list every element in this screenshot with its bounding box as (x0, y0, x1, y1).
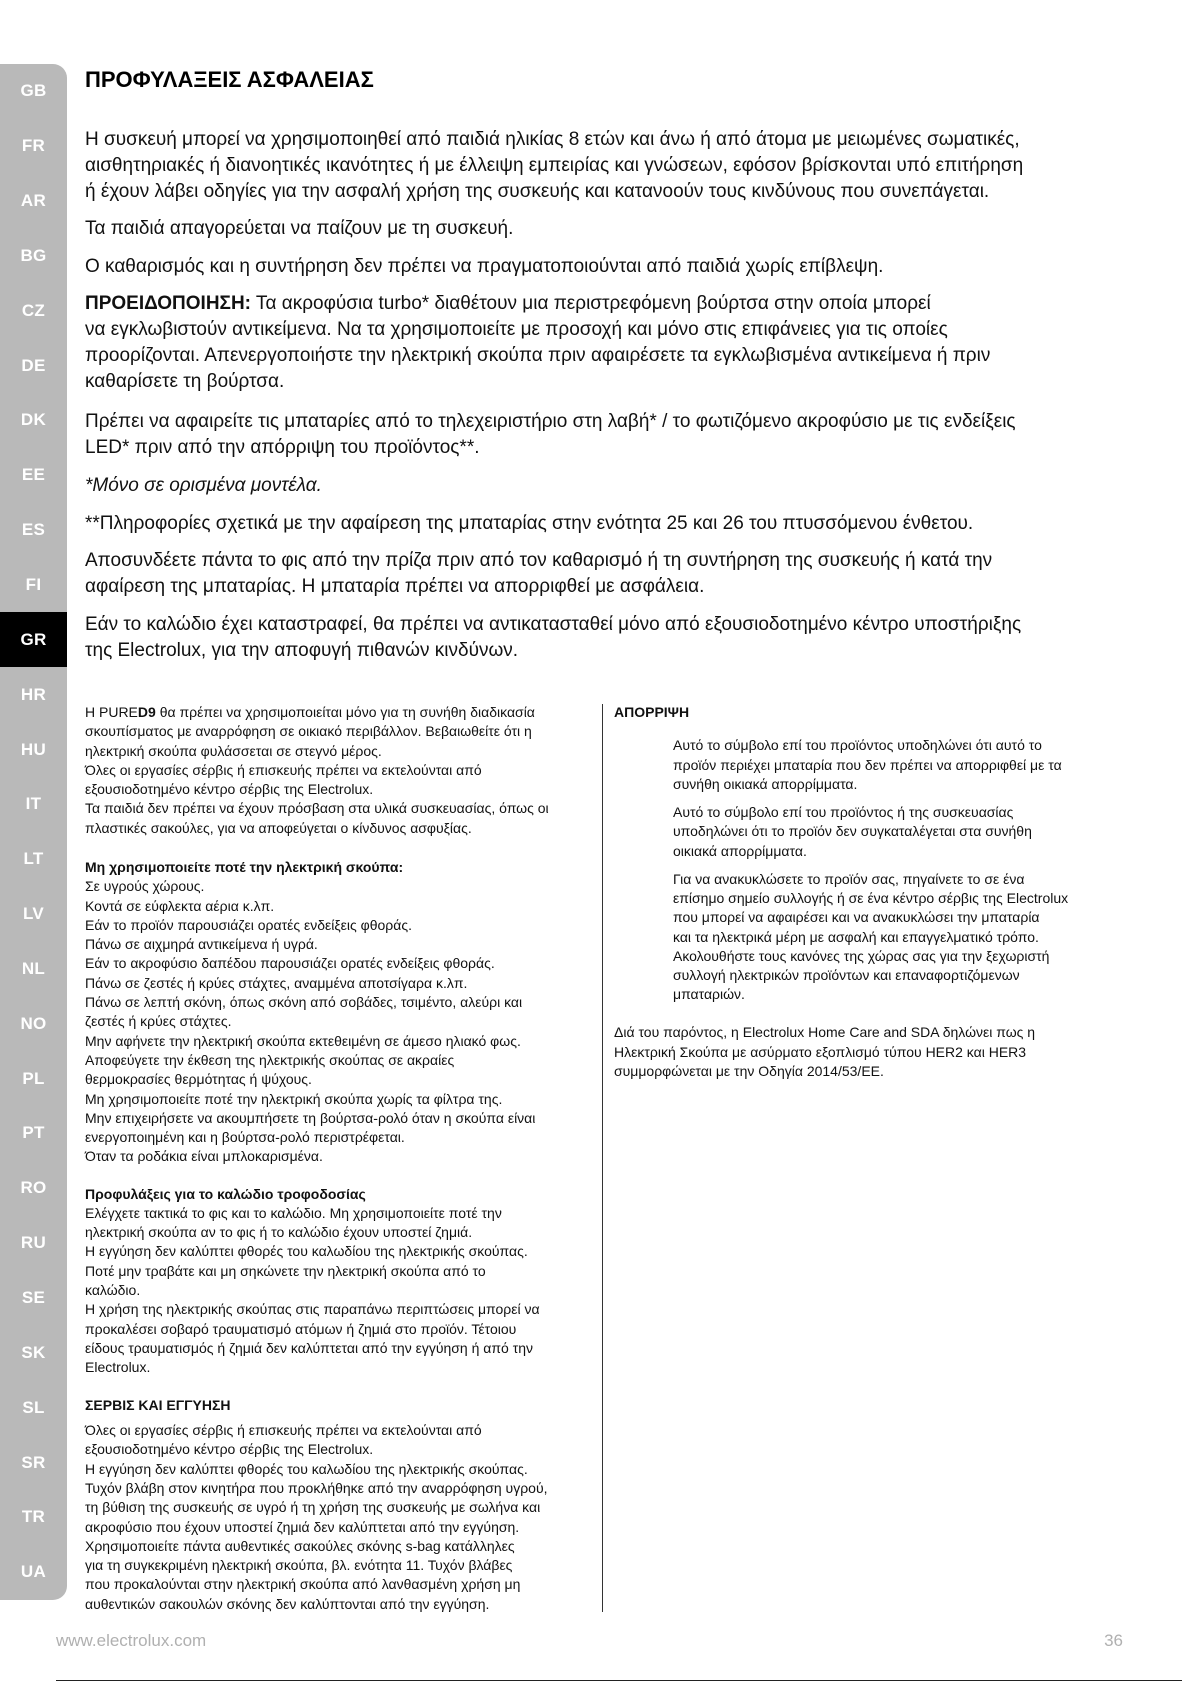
intro-lead: Η PURE (85, 704, 138, 720)
language-tab-nl: NL (21, 958, 46, 978)
language-tab-gr: GR (0, 612, 67, 667)
language-tab-se: SE (21, 1287, 46, 1307)
service-warranty-text: Όλες οι εργασίες σέρβις ή επισκευής πρέπει να εκτελούνται από εξουσιοδοτημένο κέντρο σέρβις της Electrolux. Η εγγύηση δεν καλύπτει φθορές του καλωδίου της ηλεκτρικής σκούπας. Τυχόν βλάβη στον κινητήρα που προκλήθηκε από την αναρρόφηση υγρού, τη βύθιση της συσκευής σε υγρό ή τη χρήση της συσκευής με σωλήνα και ακροφύσιο που έχουν υποστεί ζημιά δεν καλύπτεται από την εγγύηση. Χρησιμοποιείτε πάντα αυθεντικές σακούλες σκόνης s-bag κατάλληλες για τη συγκεκριμένη ηλεκτρική σκούπα, βλ. ενότητα 11. Τυχόν βλάβες που προκαλούνται στην ηλεκτρική σκούπα από λανθασμένη χρήση μη αυθεντικών σακουλών σκόνης δεν καλύπτονται από την εγγύηση. (85, 1422, 548, 1612)
website-url: www.electrolux.com (56, 1631, 207, 1650)
unsafe-use-list: Σε υγρούς χώρους. Κοντά σε εύφλεκτα αέρια κ.λπ. Εάν το προϊόν παρουσιάζει ορατές ενδείξεις φθοράς. Πάνω σε αιχμηρά αντικείμενα ή υγρά. Εάν το ακροφύσιο δαπέδου παρουσιάζει ορατές ενδείξεις φθοράς. Πάνω σε ζεστές ή κρύες στάχτες, αναμμένα αποτσίγαρα κ.λπ. Πάνω σε λεπτή σκόνη, όπως σκόνη από σοβάδες, τσιμέντο, αλεύρι και ζεστές ή κρύες στάχτες. Μην αφήνετε την ηλεκτρική σκούπα εκτεθειμένη σε άμεσο ηλιακό φως. Αποφεύγετε την έκθεση της ηλεκτρικής σκούπας σε ακραίες θερμοκρασίες θερμότητας ή ψύχους. Μη χρησιμοποιείτε ποτέ την ηλεκτρική σκούπα χωρίς τα φίλτρα της. Μην επιχειρήσετε να ακουμπήσετε τη βούρτσα-ρολό όταν η σκούπα είναι ενεργοποιημένη και η βούρτσα-ρολό περιστρέφεται. Όταν τα ροδάκια είναι μπλοκαρισμένα. (85, 878, 536, 1165)
language-tab-ee: EE (21, 465, 46, 485)
language-sidebar (0, 64, 67, 1600)
battery-symbol-text: Αυτό το σύμβολο επί του προϊόντος υποδηλώνει ότι αυτό το προϊόν περιέχει μπαταρία που δεν πρέπει να απορριφθεί με τα συνήθη οικιακά απορρίμματα. (673, 737, 1062, 792)
unsafe-use-heading: Μη χρησιμοποιείτε ποτέ την ηλεκτρική σκούπα: (85, 859, 404, 875)
safety-paragraph-damaged-cable: Εάν το καλώδιο έχει καταστραφεί, θα πρέπει να αντικατασταθεί μόνο από εξουσιοδοτημένο κέντρο υποστήριξης της Electrolux, για την αποφυγή πιθανών κινδύνων. (85, 613, 1022, 661)
language-tab-sl: SL (22, 1397, 45, 1417)
language-tab-ar: AR (20, 191, 47, 211)
warning-text: Τα ακροφύσια turbo* διαθέτουν μια περιστρεφόμενη βούρτσα στην οποία μπορεί να εγκλωβιστούν αντικείμενα. Να τα χρησιμοποιείτε με προσοχή και μόνο στις επιφάνειες για τις οποίες προορίζονται. Απενεργοποιήστε την ηλεκτρική σκούπα πριν αφαιρέσετε τα εγκλωβισμένα αντικείμενα ή πριν καθαρίσετε τη βούρτσα. (85, 293, 991, 392)
warning-paragraph (85, 291, 990, 395)
safety-paragraph-batteries: Πρέπει να αφαιρείτε τις μπαταρίες από το τηλεχειριστήριο στη λαβή* / το φωτιζόμενο ακροφύσιο με τις ενδείξεις LED* πριν από την απόρριψη του προϊόντος**. (85, 410, 1016, 458)
language-tab-tr: TR (21, 1507, 46, 1527)
safety-paragraph-supervision: Η συσκευή μπορεί να χρησιμοποιηθεί από παιδιά ηλικίας 8 ετών και άνω ή από άτομα με μειωμένες σωματικές, αισθητηριακές ή διανοητικές ικανότητες ή με έλλειψη εμπειρίας και γνώσεων, εφόσον βρίσκονται υπό επιτήρηση ή έχουν λάβει οδηγίες για την ασφαλή χρήση της συσκευής και κατανοούν τους κινδύνους που συνεπάγεται. (85, 129, 1024, 202)
safety-paragraph-cleaning: Ο καθαρισμός και η συντήρηση δεν πρέπει να πραγματοποιούνται από παιδιά χωρίς επίβλεψη. (85, 256, 884, 277)
footer-rule (56, 1680, 1182, 1681)
language-tab-lv: LV (22, 904, 45, 924)
language-tab-pt: PT (22, 1123, 45, 1143)
language-tab-ro: RO (20, 1178, 47, 1198)
safety-paragraph-children-play: Τα παιδιά απαγορεύεται να παίζουν με τη συσκευή. (85, 218, 514, 239)
footnote-battery-removal: **Πληροφορίες σχετικά με την αφαίρεση της μπαταρίας στην ενότητα 25 και 26 του πτυσσόμενου ένθετου. (85, 512, 974, 534)
language-tab-sr: SR (21, 1452, 46, 1472)
power-cable-heading: Προφυλάξεις για το καλώδιο τροφοδοσίας (85, 1185, 366, 1202)
language-tab-it: IT (25, 794, 42, 814)
page-number: 36 (1104, 1631, 1123, 1650)
intro-text: θα πρέπει να χρησιμοποιείται μόνο για τη συνήθη διαδικασία σκουπίσματος με αναρρόφηση σε οικιακό περιβάλλον. Βεβαιωθείτε ότι η ηλεκτρική σκούπα φυλάσσεται σε στεγνό μέρος. Όλες οι εργασίες σέρβις ή επισκευής πρέπει να εκτελούνται από εξουσιοδοτημένο κέντρο σέρβις της Electrolux. Τα παιδιά δεν πρέπει να έχουν πρόσβαση στα υλικά συσκευασίας, όπως οι πλαστικές σακούλες, για να αποφεύγεται ο κίνδυνος ασφυξίας. (85, 704, 549, 836)
disposal-heading: ΑΠΟΡΡΙΨΗ (614, 704, 690, 720)
power-cable-text: Ελέγχετε τακτικά το φις και το καλώδιο. Μη χρησιμοποιείτε ποτέ την ηλεκτρική σκούπα αν το φις ή το καλώδιο έχουν υποστεί ζημιά. Η εγγύηση δεν καλύπτει φθορές του καλωδίου της ηλεκτρικής σκούπας. Ποτέ μην τραβάτε και μη σηκώνετε την ηλεκτρική σκούπα από το καλώδιο. Η χρήση της ηλεκτρικής σκούπας στις παραπάνω περιπτώσεις μπορεί να προκαλέσει σοβαρό τραυματισμό ατόμων ή ζημιά στο προϊόν. Τέτοιου είδους τραυματισμός ή ζημιά δεν καλύπτεται από την εγγύηση ή από την Electrolux. (85, 1204, 540, 1376)
column-divider (602, 704, 603, 1612)
warning-label: ΠΡΟΕΙΔΟΠΟΙΗΣΗ: (85, 293, 251, 314)
language-tab-ru: RU (20, 1233, 47, 1253)
language-tab-hu: HU (20, 739, 47, 759)
language-tab-hr: HR (20, 684, 47, 704)
language-tab-cz: CZ (21, 300, 46, 320)
usage-intro (85, 703, 549, 838)
package-symbol-text: Αυτό το σύμβολο επί του προϊόντος ή της συσκευασίας υποδηλώνει ότι το προϊόν δεν συγκαταλέγεται στα συνήθη οικιακά απορρίμματα. (673, 804, 1032, 859)
language-tab-fi: FI (25, 575, 42, 595)
language-tab-ua: UA (20, 1562, 47, 1582)
language-tab-es: ES (21, 520, 46, 540)
language-tab-lt: LT (23, 849, 44, 869)
service-warranty-heading: ΣΕΡΒΙΣ ΚΑΙ ΕΓΓΥΗΣΗ (85, 1397, 231, 1414)
model-name: D9 (137, 704, 156, 720)
language-tab-bg: BG (20, 245, 47, 265)
language-tab-sk: SK (21, 1342, 46, 1362)
footnote-models: *Μόνο σε ορισμένα μοντέλα. (85, 475, 322, 496)
language-tab-de: DE (21, 355, 46, 375)
recycling-text: Για να ανακυκλώσετε το προϊόν σας, πηγαίνετε το σε ένα επίσημο σημείο συλλογής ή σε ένα κέντρο σέρβις της Electrolux που μπορεί να αφαιρέσει και να ανακυκλώσει την μπαταρία και τα ηλεκτρικά μέρη με ασφαλή και επαγγελματικό τρόπο. Ακολουθήστε τους κανόνες της χώρας σας για την ξεχωριστή συλλογή ηλεκτρικών προϊόντων και επαναφορτιζόμενων μπαταριών. (673, 870, 1069, 1003)
language-tab-dk: DK (20, 410, 47, 430)
language-tab-fr: FR (21, 136, 46, 156)
conformity-declaration: Διά του παρόντος, η Electrolux Home Care and SDA δηλώνει πως η Ηλεκτρική Σκούπα με ασύρματο εξοπλισμό τύπου HER2 και HER3 συμμορφώνεται με την Οδηγία 2014/53/ΕΕ. (614, 1024, 1036, 1079)
language-tab-pl: PL (22, 1068, 45, 1088)
page-title: ΠΡΟΦΥΛΑΞΕΙΣ ΑΣΦΑΛΕΙΑΣ (85, 67, 374, 92)
safety-paragraph-unplug: Αποσυνδέετε πάντα το φις από την πρίζα πριν από τον καθαρισμό ή τη συντήρηση της συσκευής ή κατά την αφαίρεση της μπαταρίας. Η μπαταρία πρέπει να απορριφθεί με ασφάλεια. (85, 550, 993, 597)
language-tab-gb: GB (20, 81, 47, 101)
language-tab-no: NO (20, 1013, 47, 1033)
